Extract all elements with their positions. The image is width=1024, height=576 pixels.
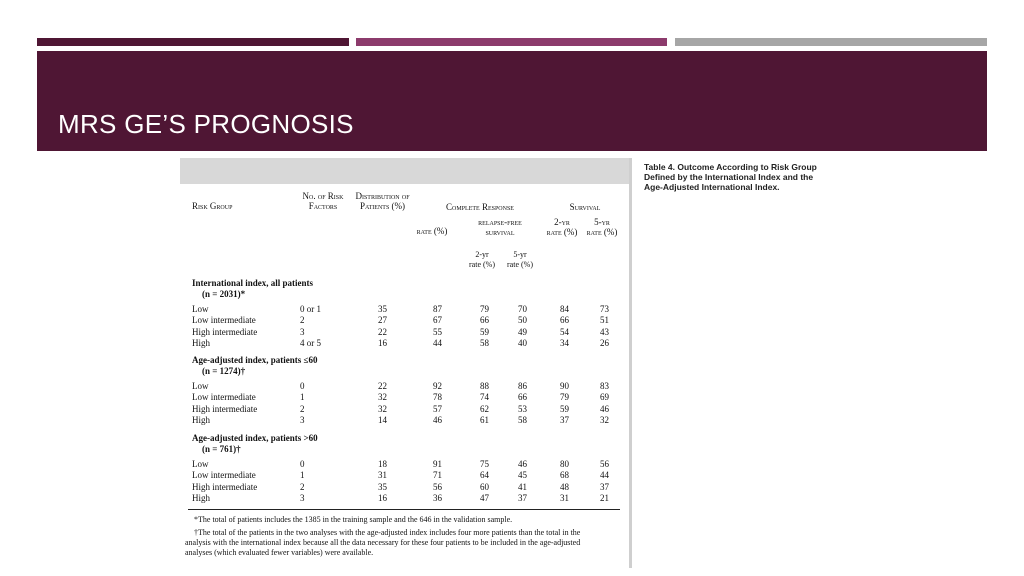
rfs-2yr-cell: 58	[480, 337, 489, 348]
risk-group-cell: High intermediate	[192, 481, 258, 492]
rfs-2yr-cell: 79	[480, 304, 489, 314]
factors-cell: 4 or 5	[300, 337, 321, 348]
rfs-5yr-cell: 37	[518, 492, 527, 503]
header-rfs-5yr-2: rate (%)	[507, 260, 533, 269]
factors-cell: 0	[300, 381, 305, 391]
factors-cell: 1	[300, 392, 305, 403]
cr-rate-cell: 36	[433, 492, 442, 503]
distribution-cell: 32	[378, 403, 387, 414]
surv-2yr-cell: 66	[560, 315, 569, 326]
rfs-2yr-cell: 47	[480, 492, 489, 503]
rfs-2yr-cell: 59	[480, 326, 489, 337]
cr-rate-cell: 46	[433, 414, 442, 425]
header-no-risk-2: Factors	[308, 201, 338, 211]
risk-group-cell: High	[192, 492, 210, 503]
slide-title: MRS GE’S PROGNOSIS	[58, 109, 354, 139]
distribution-cell: 16	[378, 337, 387, 348]
factors-cell: 3	[300, 492, 305, 503]
header-rfs-1: relapse-free	[478, 217, 522, 227]
risk-group-cell: Low	[192, 459, 209, 469]
scan-top-band	[180, 158, 632, 184]
cr-rate-cell: 55	[433, 326, 442, 337]
surv-5yr-cell: 83	[600, 381, 609, 391]
section-count: (n = 1274)†	[202, 366, 246, 376]
rfs-5yr-cell: 53	[518, 403, 527, 414]
risk-group-cell: High	[192, 414, 210, 425]
rfs-2yr-cell: 64	[480, 470, 489, 481]
header-complete-response: Complete Response	[446, 202, 514, 212]
cr-rate-cell: 57	[433, 403, 442, 414]
factors-cell: 1	[300, 470, 305, 481]
surv-5yr-cell: 46	[600, 403, 609, 414]
header-rfs-2yr-1: 2-yr	[475, 250, 489, 259]
footnote: analyses (which evaluated fewer variables) were available.	[185, 548, 374, 557]
surv-5yr-cell: 56	[600, 459, 609, 469]
rfs-5yr-cell: 66	[518, 392, 527, 403]
scan-right-edge	[629, 158, 632, 568]
rfs-5yr-cell: 86	[518, 381, 527, 391]
surv-5yr-cell: 26	[600, 337, 609, 348]
surv-2yr-cell: 84	[560, 304, 569, 314]
cr-rate-cell: 87	[433, 304, 442, 314]
surv-5yr-cell: 69	[600, 392, 609, 403]
distribution-cell: 14	[378, 414, 387, 425]
header-surv-5yr-2: rate (%)	[586, 227, 618, 237]
rfs-2yr-cell: 75	[480, 459, 489, 469]
title-banner	[37, 51, 987, 151]
header-surv-2yr-2: rate (%)	[546, 227, 578, 237]
risk-group-cell: High intermediate	[192, 403, 258, 414]
header-surv-5yr-1: 5-yr	[594, 217, 610, 227]
distribution-cell: 32	[378, 392, 387, 403]
distribution-cell: 27	[378, 315, 387, 326]
rfs-5yr-cell: 46	[518, 459, 527, 469]
cr-rate-cell: 91	[433, 459, 442, 469]
footnote: †The total of the patients in the two analyses with the age-adjusted index includes four more patients than the total in the	[194, 528, 581, 537]
section-count: (n = 761)†	[202, 444, 241, 454]
factors-cell: 3	[300, 326, 305, 337]
header-dist-2: Patients (%)	[359, 201, 406, 211]
accent-bar-dark	[37, 38, 349, 46]
surv-5yr-cell: 43	[600, 326, 609, 337]
rfs-2yr-cell: 61	[480, 414, 489, 425]
table-image	[180, 158, 632, 568]
header-rfs-2yr-2: rate (%)	[469, 260, 495, 269]
footnote: *The total of patients includes the 1385 in the training sample and the 646 in the validation sample.	[194, 515, 513, 524]
accent-bar-mid	[356, 38, 667, 46]
distribution-cell: 31	[378, 470, 387, 481]
distribution-cell: 16	[378, 492, 387, 503]
section-title: Age-adjusted index, patients ≤60	[192, 355, 318, 365]
surv-5yr-cell: 32	[600, 414, 609, 425]
surv-2yr-cell: 34	[560, 337, 569, 348]
surv-5yr-cell: 73	[600, 304, 609, 314]
rfs-5yr-cell: 49	[518, 326, 527, 337]
footnote: analysis with the international index because all the data necessary for these four patients to be included in the age-adjusted	[185, 538, 581, 547]
risk-group-cell: Low	[192, 304, 209, 314]
section-title: International index, all patients	[192, 278, 314, 288]
risk-group-cell: Low intermediate	[192, 315, 256, 326]
distribution-cell: 35	[378, 481, 387, 492]
header-dist-1: Distribution of	[355, 191, 410, 201]
distribution-cell: 22	[378, 326, 387, 337]
section-count: (n = 2031)*	[202, 289, 246, 299]
rfs-2yr-cell: 66	[480, 315, 489, 326]
surv-2yr-cell: 37	[560, 414, 569, 425]
rfs-2yr-cell: 62	[480, 403, 489, 414]
header-surv-2yr-1: 2-yr	[554, 217, 570, 227]
accent-bar-gray	[675, 38, 987, 46]
rfs-2yr-cell: 74	[480, 392, 489, 403]
rfs-5yr-cell: 50	[518, 315, 527, 326]
surv-5yr-cell: 51	[600, 315, 609, 326]
surv-2yr-cell: 59	[560, 403, 569, 414]
surv-5yr-cell: 21	[600, 492, 609, 503]
surv-5yr-cell: 44	[600, 470, 609, 481]
risk-group-cell: Low	[192, 381, 209, 391]
cr-rate-cell: 71	[433, 470, 442, 481]
surv-5yr-cell: 37	[600, 481, 609, 492]
surv-2yr-cell: 90	[560, 381, 569, 391]
factors-cell: 0	[300, 459, 305, 469]
rfs-2yr-cell: 88	[480, 381, 489, 391]
risk-group-cell: High	[192, 337, 210, 348]
cr-rate-cell: 44	[433, 337, 442, 348]
header-survival: Survival	[569, 202, 601, 212]
factors-cell: 2	[300, 403, 305, 414]
cr-rate-cell: 56	[433, 481, 442, 492]
surv-2yr-cell: 80	[560, 459, 569, 469]
distribution-cell: 35	[378, 304, 387, 314]
risk-group-cell: High intermediate	[192, 326, 258, 337]
rfs-5yr-cell: 40	[518, 337, 527, 348]
header-rfs-5yr-1: 5-yr	[513, 250, 527, 259]
header-risk-group: Risk Group	[192, 201, 233, 211]
factors-cell: 3	[300, 414, 305, 425]
rfs-5yr-cell: 45	[518, 470, 527, 481]
distribution-cell: 18	[378, 459, 387, 469]
table-bottom-rule	[188, 509, 620, 510]
rfs-5yr-cell: 58	[518, 414, 527, 425]
cr-rate-cell: 78	[433, 392, 442, 403]
distribution-cell: 22	[378, 381, 387, 391]
cr-rate-cell: 67	[433, 315, 442, 326]
header-no-risk-1: No. of Risk	[302, 191, 344, 201]
risk-group-cell: Low intermediate	[192, 392, 256, 403]
factors-cell: 2	[300, 315, 305, 326]
surv-2yr-cell: 79	[560, 392, 569, 403]
surv-2yr-cell: 54	[560, 326, 569, 337]
header-rfs-2: survival	[485, 227, 515, 237]
rfs-5yr-cell: 41	[518, 481, 527, 492]
surv-2yr-cell: 68	[560, 470, 569, 481]
risk-group-cell: Low intermediate	[192, 470, 256, 481]
rfs-5yr-cell: 70	[518, 304, 527, 314]
surv-2yr-cell: 31	[560, 492, 569, 503]
cr-rate-cell: 92	[433, 381, 442, 391]
factors-cell: 2	[300, 481, 305, 492]
rfs-2yr-cell: 60	[480, 481, 489, 492]
surv-2yr-cell: 48	[560, 481, 569, 492]
factors-cell: 0 or 1	[300, 304, 321, 314]
section-title: Age-adjusted index, patients >60	[192, 433, 318, 443]
table-caption: Table 4. Outcome According to Risk Group Defined by the International Index and the Age-Adjusted International Index.	[644, 162, 817, 192]
header-rate: rate (%)	[416, 226, 448, 236]
